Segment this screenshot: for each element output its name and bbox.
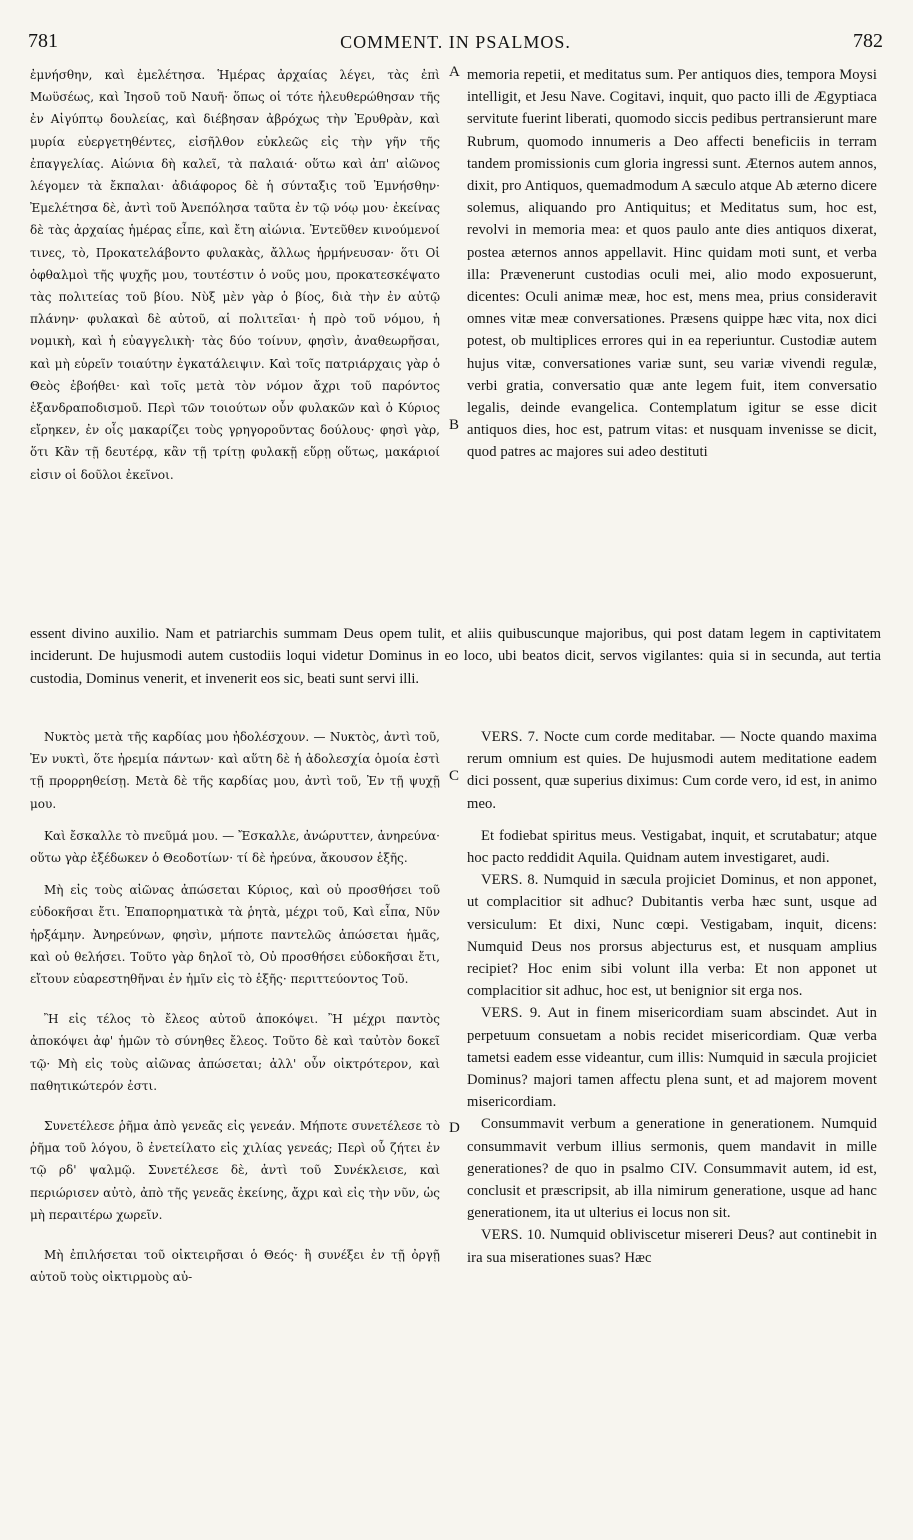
latin-full-width-paragraph [30,623,881,719]
greek-paragraph: Καὶ ἔσκαλλε τὸ πνεῦμά μου. — Ἔσκαλλε, ἀνώρυττεν, ἀνηρεύνα· οὕτω γὰρ ἐξέδωκεν ὁ Θεοδοτίων· τί δὲ ἠρεύνα, ἄκουσον ἑξῆς. [30,828,440,866]
greek-paragraph: ἐμνήσθην, καὶ ἐμελέτησα. Ἡμέρας ἀρχαίας λέγει, τὰς ἐπὶ Μωϋσέως, καὶ Ἰησοῦ τοῦ Ναυῆ· ὅπως οἱ τότε ἠλευθερώθησαν τῆς ἐν Αἰγύπτῳ δουλείας, καὶ διέβησαν ἀβρόχως τὴν Ἐρυθρὰν, καὶ μυρία εὐεργετηθέντες, εἰσῆλθον εὐκλεῶς εἰς τὴν γῆν τῆς ἐπαγγελίας. Αἰώνια δὴ καλεῖ, τὰ παλαιά· οὕτω καὶ ἀπ' αἰῶνος λέγομεν τὰ ἔκπαλαι· ἀδιάφορος δὲ ἡ σύνταξις τοῦ Ἐμνήσθην· Ἐμελέτησα δὲ, ἀντὶ τοῦ Ἀνεπόλησα ταῦτα ἐν τῷ νόῳ μου· ἐκείνας δὲ τὰς ἀρχαίας ἡμέρας εἶπε, καὶ ἔτη αἰώνια. Ἐντεῦθεν κινούμενοί τινες, τὸ, Προκατελάβοντο φυλακὰς, ἄλλως ἡρμήνευσαν· ὅτι Οἱ ὀφθαλμοὶ τῆς ψυχῆς μου, τουτέστιν ὁ νοῦς μου, προκατεσκέψατο τὰς πολιτείας τοῦ βίου. Νὺξ μὲν γὰρ ὁ βίος, διὰ τὴν ἐν αὐτῷ πλάνην· φυλακαὶ δὲ αὐτοῦ, αἱ πολιτεῖαι· ἡ πρὸ τοῦ νόμου, ἡ νομικὴ, καὶ ἡ εὐαγγελικὴ· τὰς δύο τοίνυν, φησὶν, ἀναθεωρῆσαι, καὶ μὴ εὑρεῖν τοιαύτην ἐγκατάλειψιν. Καὶ τοῖς πατριάρχαις γὰρ ὁ Θεὸς ἐβοήθει· καὶ τοῖς μετὰ τὸν νόμον ἄχρι τοῦ παρόντος ἐξανδραποδισμοῦ. Περὶ τῶν τοιούτων οὖν φυλακῶν καὶ ὁ Κύριος εἴρηκεν, ἐν οἷς μακαρίζει τοὺς γρηγοροῦντας δούλους· φησὶ γὰρ, ὅτι Κἂν τῇ δευτέρᾳ, κἂν τῇ τρίτῃ φυλακῇ εὕρῃ οὕτως, μακάριοί εἰσιν οἱ δοῦλοι ἐκεῖνοι. [30,68,440,482]
margin-letter-c: C [449,768,460,784]
latin-paragraph: Consummavit verbum a generatione in generationem. Numquid consummavit verbum illius sermonis, quem mandavit in mille generationes? de quo in psalmo CIV. Consummavit autem, id est, conclusit et præscripsit, ab illa nimirum generatione, usque ad hanc generationem, ita ut ulterius ei locus non sit. [467,1116,877,1222]
greek-paragraph: Νυκτὸς μετὰ τῆς καρδίας μου ἠδολέσχουν. — Νυκτὸς, ἀντὶ τοῦ, Ἐν νυκτὶ, ὅτε ἠρεμία πάντων· καὶ αὕτη δὲ ἡ ἀδολεσχία ὁμοία ἐστὶ τῇ προρρηθείσῃ. Μετὰ δὲ τῆς καρδίας μου, ἀντὶ τοῦ, Ἐν τῇ ψυχῇ μου. [30,730,440,811]
running-title: COMMENT. IN PSALMOS. [340,32,571,52]
latin-paragraph: memoria repetii, et meditatus sum. Per antiquos dies, tempora Moysi intelligit, et Jesu Nave. Cogitavi, inquit, quo pacto illi de Ægyptiaca servitute fuerint liberati, quomodo siccis pedibus pertransierunt mare Rubrum, quomodo innumeris a Deo affecti beneficiis in terram tandem promissionis cum gloria ingressi sunt. Æternos autem annos, dixit, pro Antiquos, quemadmodum A sæculo atque Ab æterno dicere solemus, aliquando pro Antiquitus; et Meditatus sum, hoc est, revolvi in memoria mea: et quos paulo ante dies antiquos dixerat, postea æternos annos appellavit. Hinc quidam moti sunt, et verba illa: Prævenerunt custodias oculi mei, alio modo exposuerunt, dicentes: Oculi animæ meæ, hoc est, mens mea, prius consideravit omnes vitæ meæ conversationes. Præsens quippe hæc vita, nox dici potest, ob multiplices errores qui in ea reperiuntur. Custodiæ autem hujus vitæ, conversationes variæ sunt, seu variæ vivendi regulæ, verbi gratia, conversatio quæ ante legem fuit, item conversatio legalis, deinde evangelica. Contemplatum igitur se esse dicit antiquos dies, hoc est, patrum vitas: et nusquam invenisse se dicit, quod patres ac majores sui adeo destituti [467,67,877,461]
margin-letter-d: D [449,1120,460,1136]
greek-paragraph: Συνετέλεσε ῥῆμα ἀπὸ γενεᾶς εἰς γενεάν. Μήποτε συνετέλεσε τὸ ῥῆμα τοῦ λόγου, ὃ ἐνετείλατο εἰς χιλίας γενεάς; Περὶ οὗ ζήτει ἐν τῷ ρδ' ψαλμῷ. Συνετέλεσε δὲ, ἀντὶ τοῦ Συνέκλεισε, καὶ περιώρισεν αὐτὸ, ἀπὸ τῆς γενεᾶς ἐκείνης, ἄχρι καὶ εἰς τὴν νῦν, ὡς μὴ περαιτέρω χωρεῖν. [30,1119,440,1222]
latin-wide-text: essent divino auxilio. Nam et patriarchis summam Deus opem tulit, et aliis quibuscunque majoribus, qui post datam legem in captivitatem inciderunt. De hujusmodi autem custodiis loqui videtur Dominus in eo loco, ubi beatos dicit, servos vigilantes: quia si in secunda, aut tertia custodia, Dominus venerit, et invenerit eos sic, beati sunt servi illi. [30,626,881,687]
latin-paragraph: VERS. 8. Numquid in sæcula projiciet Dominus, et non apponet, ut complacitior sit adhuc? Dubitantis verba hæc sunt, usque ad versiculum: Et dixi, Nunc cœpi. Vestigabam, inquit, dicens: Numquid Deus nos prorsus abjecturus est, et nusquam amplius recipiet? Hoc enim sibi volunt illa verba: Et non apponet ut complacitior sit adhuc, hoc est, ut benignior sit erga nos. [467,872,877,1000]
latin-paragraph: VERS. 10. Numquid obliviscetur misereri Deus? aut continebit in ira sua miserationes suas? Hæc [467,1227,877,1266]
greek-column-top [30,64,440,620]
greek-paragraph: Μὴ εἰς τοὺς αἰῶνας ἀπώσεται Κύριος, καὶ οὐ προσθήσει τοῦ εὐδοκῆσαι ἔτι. Ἐπαπορηματικὰ τὰ ῥητὰ, μέχρι τοῦ, Καὶ εἶπα, Νῦν ἠρξάμην. Ἀνηρεύνων, φησὶν, μήποτε παντελῶς ἀπώσεται ἡμᾶς, καὶ οὐ θελήσει. Τοῦτο γὰρ δηλοῖ τὸ, Οὐ προσθήσει εὐδοκῆσαι ἔτι, εἴτουν εὐαρεστηθῆναι ἐν ἡμῖν εἰς τὸ ἑξῆς· περιττεύοντος Τοῦ. [30,883,440,987]
latin-paragraph: VERS. 7. Nocte cum corde meditabar. — Nocte quando maxima rerum omnium est quies. De hujusmodi autem meditatione eadem dici possent, quæ superius diximus: Cum corde vero, id est, in animo meo. [467,729,877,812]
running-header [28,30,883,58]
latin-column-bottom [467,726,877,1516]
greek-paragraph: Ἢ εἰς τέλος τὸ ἔλεος αὐτοῦ ἀποκόψει. Ἢ μέχρι παντὸς ἀποκόψει ἀφ' ἡμῶν τὸ σύνηθες ἔλεος. Τοῦτο δὲ καὶ ταὐτὸν δοκεῖ τῷ· Μὴ εἰς τοὺς αἰῶνας ἀπώσεται; ἀλλ' οὖν οἰκτρότερον, καὶ παθητικώτερόν ἐστι. [30,1012,440,1093]
latin-paragraph: VERS. 9. Aut in finem misericordiam suam abscindet. Aut in perpetuum consuetam a nobis recidet misericordiam. Quæ verba tametsi eadem esse videantur, cum illis: Numquid in sæcula projiciet Dominus? majori tamen affectu plena sunt, et ad majorem movent misericordiam. [467,1005,877,1111]
greek-column-bottom [30,726,440,1516]
margin-letter-b: B [449,417,460,433]
greek-paragraph: Μὴ ἐπιλήσεται τοῦ οἰκτειρῆσαι ὁ Θεός· ἢ συνέξει ἐν τῇ ὀργῇ αὐτοῦ τοὺς οἰκτιρμοὺς αὐ- [30,1248,440,1285]
latin-paragraph: Et fodiebat spiritus meus. Vestigabat, inquit, et scrutabatur; atque hoc pacto reddidit Aquila. Quidnam autem investigaret, audi. [467,827,877,867]
page-number-left: 781 [28,30,58,52]
margin-letter-a: A [449,64,460,80]
page-number-right: 782 [853,30,883,52]
latin-column-top [467,64,877,620]
